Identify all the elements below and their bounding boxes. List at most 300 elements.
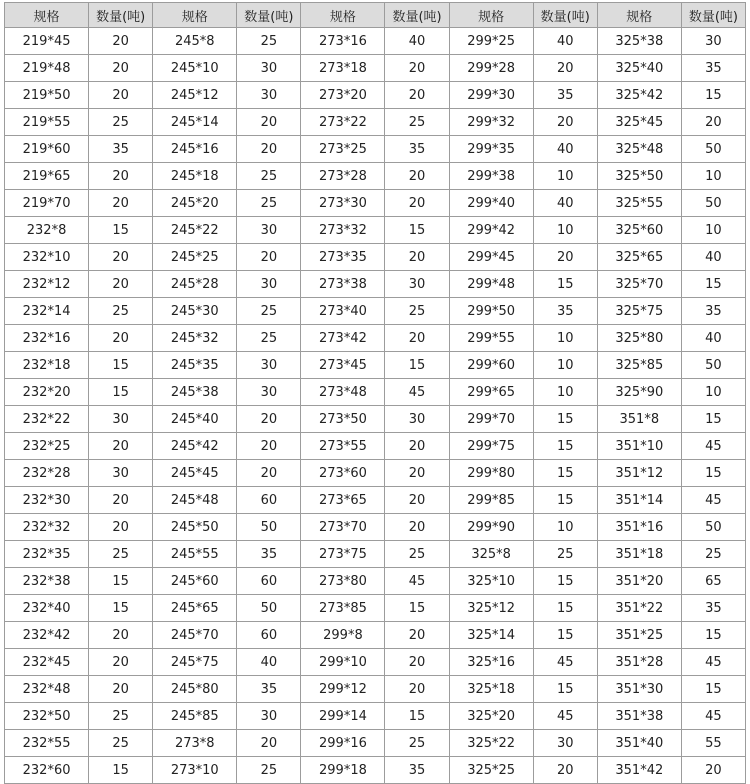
spec-cell: 232*35 xyxy=(5,541,89,568)
spec-cell: 245*60 xyxy=(153,568,237,595)
quantity-cell: 10 xyxy=(681,379,745,406)
spec-cell: 245*38 xyxy=(153,379,237,406)
spec-cell: 245*10 xyxy=(153,55,237,82)
quantity-cell: 20 xyxy=(385,622,449,649)
spec-cell: 299*48 xyxy=(449,271,533,298)
spec-cell: 299*75 xyxy=(449,433,533,460)
quantity-cell: 25 xyxy=(237,757,301,784)
quantity-cell: 45 xyxy=(385,568,449,595)
header-row xyxy=(5,3,746,28)
spec-cell: 325*10 xyxy=(449,568,533,595)
quantity-cell: 15 xyxy=(385,352,449,379)
table-row xyxy=(5,325,746,352)
quantity-cell: 25 xyxy=(89,730,153,757)
quantity-cell: 20 xyxy=(89,649,153,676)
table-row xyxy=(5,514,746,541)
quantity-cell: 20 xyxy=(385,190,449,217)
spec-cell: 299*45 xyxy=(449,244,533,271)
spec-cell: 273*85 xyxy=(301,595,385,622)
spec-cell: 232*48 xyxy=(5,676,89,703)
spec-cell: 273*80 xyxy=(301,568,385,595)
spec-cell: 273*40 xyxy=(301,298,385,325)
spec-cell: 325*40 xyxy=(597,55,681,82)
quantity-cell: 20 xyxy=(89,55,153,82)
quantity-cell: 20 xyxy=(89,244,153,271)
quantity-cell: 30 xyxy=(237,379,301,406)
spec-cell: 273*65 xyxy=(301,487,385,514)
quantity-cell: 20 xyxy=(385,514,449,541)
quantity-cell: 20 xyxy=(385,325,449,352)
quantity-cell: 30 xyxy=(385,271,449,298)
spec-cell: 245*25 xyxy=(153,244,237,271)
spec-cell: 325*48 xyxy=(597,136,681,163)
quantity-cell: 20 xyxy=(237,730,301,757)
quantity-cell: 35 xyxy=(237,676,301,703)
spec-cell: 219*55 xyxy=(5,109,89,136)
quantity-cell: 40 xyxy=(533,136,597,163)
spec-cell: 232*20 xyxy=(5,379,89,406)
quantity-cell: 35 xyxy=(533,298,597,325)
spec-cell: 245*14 xyxy=(153,109,237,136)
spec-cell: 299*90 xyxy=(449,514,533,541)
quantity-cell: 20 xyxy=(89,28,153,55)
quantity-cell: 50 xyxy=(681,190,745,217)
spec-cell: 232*22 xyxy=(5,406,89,433)
quantity-cell: 15 xyxy=(533,568,597,595)
spec-cell: 299*40 xyxy=(449,190,533,217)
quantity-cell: 20 xyxy=(385,649,449,676)
spec-cell: 273*18 xyxy=(301,55,385,82)
spec-cell: 273*28 xyxy=(301,163,385,190)
spec-cell: 299*50 xyxy=(449,298,533,325)
quantity-cell: 40 xyxy=(533,190,597,217)
table-row xyxy=(5,595,746,622)
quantity-cell: 25 xyxy=(89,703,153,730)
table-row xyxy=(5,703,746,730)
quantity-cell: 15 xyxy=(533,676,597,703)
quantity-cell: 20 xyxy=(89,514,153,541)
spec-cell: 325*25 xyxy=(449,757,533,784)
quantity-cell: 25 xyxy=(237,163,301,190)
quantity-cell: 20 xyxy=(385,163,449,190)
quantity-cell: 15 xyxy=(681,406,745,433)
table-row xyxy=(5,244,746,271)
quantity-cell: 20 xyxy=(89,271,153,298)
table-row xyxy=(5,136,746,163)
header-quantity: 数量(吨) xyxy=(237,3,301,28)
spec-cell: 273*60 xyxy=(301,460,385,487)
spec-cell: 245*45 xyxy=(153,460,237,487)
quantity-cell: 20 xyxy=(89,163,153,190)
spec-cell: 351*42 xyxy=(597,757,681,784)
spec-cell: 245*22 xyxy=(153,217,237,244)
quantity-cell: 15 xyxy=(385,217,449,244)
header-quantity: 数量(吨) xyxy=(533,3,597,28)
quantity-cell: 45 xyxy=(681,487,745,514)
quantity-cell: 35 xyxy=(681,298,745,325)
quantity-cell: 20 xyxy=(89,433,153,460)
quantity-cell: 10 xyxy=(533,514,597,541)
spec-cell: 273*30 xyxy=(301,190,385,217)
quantity-cell: 20 xyxy=(533,55,597,82)
quantity-cell: 10 xyxy=(681,163,745,190)
quantity-cell: 40 xyxy=(681,244,745,271)
quantity-cell: 10 xyxy=(681,217,745,244)
quantity-cell: 35 xyxy=(681,55,745,82)
quantity-cell: 25 xyxy=(89,541,153,568)
quantity-cell: 25 xyxy=(237,325,301,352)
quantity-cell: 60 xyxy=(237,487,301,514)
spec-cell: 245*30 xyxy=(153,298,237,325)
quantity-cell: 20 xyxy=(237,406,301,433)
spec-cell: 245*12 xyxy=(153,82,237,109)
quantity-cell: 45 xyxy=(681,649,745,676)
quantity-cell: 10 xyxy=(533,163,597,190)
quantity-cell: 20 xyxy=(237,244,301,271)
spec-cell: 351*38 xyxy=(597,703,681,730)
quantity-cell: 15 xyxy=(681,622,745,649)
table-row xyxy=(5,541,746,568)
spec-cell: 351*22 xyxy=(597,595,681,622)
quantity-cell: 10 xyxy=(533,325,597,352)
spec-cell: 325*80 xyxy=(597,325,681,352)
quantity-cell: 20 xyxy=(89,487,153,514)
spec-cell: 232*40 xyxy=(5,595,89,622)
quantity-cell: 10 xyxy=(533,217,597,244)
quantity-cell: 50 xyxy=(681,352,745,379)
table-row xyxy=(5,82,746,109)
quantity-cell: 15 xyxy=(533,622,597,649)
spec-cell: 273*25 xyxy=(301,136,385,163)
quantity-cell: 65 xyxy=(681,568,745,595)
spec-cell: 273*70 xyxy=(301,514,385,541)
spec-cell: 325*22 xyxy=(449,730,533,757)
quantity-cell: 20 xyxy=(89,82,153,109)
spec-quantity-table xyxy=(4,2,746,784)
spec-cell: 325*90 xyxy=(597,379,681,406)
spec-cell: 273*45 xyxy=(301,352,385,379)
spec-cell: 245*16 xyxy=(153,136,237,163)
spec-cell: 232*16 xyxy=(5,325,89,352)
spec-cell: 273*35 xyxy=(301,244,385,271)
quantity-cell: 15 xyxy=(385,595,449,622)
spec-cell: 299*32 xyxy=(449,109,533,136)
spec-cell: 299*85 xyxy=(449,487,533,514)
spec-cell: 273*22 xyxy=(301,109,385,136)
spec-cell: 351*20 xyxy=(597,568,681,595)
quantity-cell: 60 xyxy=(237,622,301,649)
table-row xyxy=(5,298,746,325)
spec-cell: 325*20 xyxy=(449,703,533,730)
spec-cell: 245*28 xyxy=(153,271,237,298)
quantity-cell: 20 xyxy=(533,757,597,784)
table-row xyxy=(5,163,746,190)
spec-cell: 232*10 xyxy=(5,244,89,271)
header-quantity: 数量(吨) xyxy=(681,3,745,28)
spec-cell: 325*12 xyxy=(449,595,533,622)
spec-cell: 273*16 xyxy=(301,28,385,55)
spec-cell: 325*14 xyxy=(449,622,533,649)
spec-cell: 245*85 xyxy=(153,703,237,730)
table-row xyxy=(5,271,746,298)
quantity-cell: 30 xyxy=(89,406,153,433)
quantity-cell: 25 xyxy=(237,298,301,325)
quantity-cell: 35 xyxy=(385,757,449,784)
quantity-cell: 30 xyxy=(237,55,301,82)
spec-cell: 351*28 xyxy=(597,649,681,676)
spec-cell: 299*35 xyxy=(449,136,533,163)
quantity-cell: 30 xyxy=(533,730,597,757)
table-row xyxy=(5,28,746,55)
quantity-cell: 15 xyxy=(681,460,745,487)
quantity-cell: 40 xyxy=(237,649,301,676)
spec-cell: 299*55 xyxy=(449,325,533,352)
quantity-cell: 50 xyxy=(237,595,301,622)
quantity-cell: 15 xyxy=(89,217,153,244)
quantity-cell: 40 xyxy=(385,28,449,55)
spec-cell: 325*42 xyxy=(597,82,681,109)
spec-cell: 232*50 xyxy=(5,703,89,730)
quantity-cell: 15 xyxy=(533,595,597,622)
spec-cell: 232*12 xyxy=(5,271,89,298)
spec-cell: 325*16 xyxy=(449,649,533,676)
spec-cell: 232*42 xyxy=(5,622,89,649)
quantity-cell: 15 xyxy=(681,676,745,703)
spec-cell: 219*45 xyxy=(5,28,89,55)
spec-cell: 299*18 xyxy=(301,757,385,784)
table-row xyxy=(5,109,746,136)
spec-cell: 299*30 xyxy=(449,82,533,109)
quantity-cell: 20 xyxy=(89,325,153,352)
spec-cell: 351*40 xyxy=(597,730,681,757)
quantity-cell: 25 xyxy=(385,541,449,568)
spec-cell: 232*18 xyxy=(5,352,89,379)
spec-cell: 273*38 xyxy=(301,271,385,298)
spec-cell: 273*10 xyxy=(153,757,237,784)
quantity-cell: 30 xyxy=(237,703,301,730)
spec-cell: 245*8 xyxy=(153,28,237,55)
spec-cell: 325*65 xyxy=(597,244,681,271)
table-row xyxy=(5,460,746,487)
spec-cell: 245*20 xyxy=(153,190,237,217)
header-spec: 规格 xyxy=(449,3,533,28)
quantity-cell: 20 xyxy=(385,487,449,514)
spec-cell: 299*16 xyxy=(301,730,385,757)
quantity-cell: 20 xyxy=(237,433,301,460)
quantity-cell: 45 xyxy=(533,703,597,730)
spec-cell: 273*75 xyxy=(301,541,385,568)
spec-cell: 351*18 xyxy=(597,541,681,568)
table-row xyxy=(5,190,746,217)
quantity-cell: 20 xyxy=(237,460,301,487)
quantity-cell: 45 xyxy=(533,649,597,676)
header-quantity: 数量(吨) xyxy=(385,3,449,28)
quantity-cell: 20 xyxy=(681,109,745,136)
quantity-cell: 25 xyxy=(89,109,153,136)
quantity-cell: 50 xyxy=(681,136,745,163)
table-row xyxy=(5,487,746,514)
spec-cell: 325*45 xyxy=(597,109,681,136)
spec-cell: 232*8 xyxy=(5,217,89,244)
quantity-cell: 15 xyxy=(533,460,597,487)
quantity-cell: 35 xyxy=(89,136,153,163)
spec-cell: 273*48 xyxy=(301,379,385,406)
spec-cell: 351*25 xyxy=(597,622,681,649)
quantity-cell: 20 xyxy=(385,433,449,460)
spec-cell: 245*50 xyxy=(153,514,237,541)
spec-cell: 273*32 xyxy=(301,217,385,244)
spec-cell: 232*25 xyxy=(5,433,89,460)
quantity-cell: 30 xyxy=(681,28,745,55)
quantity-cell: 20 xyxy=(89,190,153,217)
table-row xyxy=(5,55,746,82)
spec-cell: 245*35 xyxy=(153,352,237,379)
quantity-cell: 35 xyxy=(681,595,745,622)
table-row xyxy=(5,649,746,676)
spec-cell: 273*42 xyxy=(301,325,385,352)
spec-cell: 299*14 xyxy=(301,703,385,730)
quantity-cell: 25 xyxy=(385,730,449,757)
spec-cell: 232*45 xyxy=(5,649,89,676)
spec-cell: 245*75 xyxy=(153,649,237,676)
quantity-cell: 20 xyxy=(385,460,449,487)
quantity-cell: 10 xyxy=(533,379,597,406)
spec-cell: 325*55 xyxy=(597,190,681,217)
header-quantity: 数量(吨) xyxy=(89,3,153,28)
quantity-cell: 20 xyxy=(385,55,449,82)
table-row xyxy=(5,568,746,595)
spec-cell: 299*25 xyxy=(449,28,533,55)
quantity-cell: 15 xyxy=(533,433,597,460)
quantity-cell: 20 xyxy=(385,82,449,109)
spec-cell: 232*55 xyxy=(5,730,89,757)
quantity-cell: 15 xyxy=(89,595,153,622)
quantity-cell: 10 xyxy=(533,352,597,379)
spec-cell: 219*60 xyxy=(5,136,89,163)
quantity-cell: 20 xyxy=(385,676,449,703)
quantity-cell: 50 xyxy=(681,514,745,541)
quantity-cell: 15 xyxy=(385,703,449,730)
quantity-cell: 15 xyxy=(533,487,597,514)
header-spec: 规格 xyxy=(153,3,237,28)
quantity-cell: 30 xyxy=(237,217,301,244)
spec-cell: 351*12 xyxy=(597,460,681,487)
spec-cell: 351*16 xyxy=(597,514,681,541)
spec-cell: 245*40 xyxy=(153,406,237,433)
spec-cell: 245*18 xyxy=(153,163,237,190)
table-header xyxy=(5,3,746,28)
table-row xyxy=(5,757,746,784)
quantity-cell: 50 xyxy=(237,514,301,541)
spec-cell: 245*80 xyxy=(153,676,237,703)
spec-cell: 245*32 xyxy=(153,325,237,352)
spec-cell: 299*65 xyxy=(449,379,533,406)
quantity-cell: 45 xyxy=(681,433,745,460)
spec-cell: 299*38 xyxy=(449,163,533,190)
quantity-cell: 40 xyxy=(681,325,745,352)
quantity-cell: 25 xyxy=(237,28,301,55)
spec-cell: 351*30 xyxy=(597,676,681,703)
quantity-cell: 15 xyxy=(533,406,597,433)
table-row xyxy=(5,406,746,433)
quantity-cell: 20 xyxy=(681,757,745,784)
quantity-cell: 20 xyxy=(385,244,449,271)
quantity-cell: 25 xyxy=(89,298,153,325)
quantity-cell: 20 xyxy=(237,109,301,136)
table-row xyxy=(5,379,746,406)
quantity-cell: 30 xyxy=(237,352,301,379)
quantity-cell: 40 xyxy=(533,28,597,55)
spec-cell: 273*50 xyxy=(301,406,385,433)
quantity-cell: 25 xyxy=(385,298,449,325)
spec-cell: 299*42 xyxy=(449,217,533,244)
quantity-cell: 25 xyxy=(681,541,745,568)
spec-cell: 299*28 xyxy=(449,55,533,82)
quantity-cell: 15 xyxy=(89,352,153,379)
header-spec: 规格 xyxy=(5,3,89,28)
quantity-cell: 45 xyxy=(681,703,745,730)
spec-cell: 299*8 xyxy=(301,622,385,649)
table-row xyxy=(5,676,746,703)
quantity-cell: 35 xyxy=(533,82,597,109)
quantity-cell: 35 xyxy=(237,541,301,568)
spec-cell: 325*8 xyxy=(449,541,533,568)
quantity-cell: 30 xyxy=(385,406,449,433)
spec-cell: 299*70 xyxy=(449,406,533,433)
quantity-cell: 15 xyxy=(89,379,153,406)
quantity-cell: 15 xyxy=(89,568,153,595)
quantity-cell: 15 xyxy=(533,271,597,298)
quantity-cell: 15 xyxy=(89,757,153,784)
quantity-cell: 20 xyxy=(89,676,153,703)
quantity-cell: 45 xyxy=(385,379,449,406)
spec-cell: 245*70 xyxy=(153,622,237,649)
spec-cell: 299*80 xyxy=(449,460,533,487)
quantity-cell: 55 xyxy=(681,730,745,757)
spec-cell: 299*60 xyxy=(449,352,533,379)
spec-cell: 299*12 xyxy=(301,676,385,703)
header-spec: 规格 xyxy=(597,3,681,28)
table-body xyxy=(5,28,746,784)
header-spec: 规格 xyxy=(301,3,385,28)
spec-cell: 245*65 xyxy=(153,595,237,622)
table-row xyxy=(5,622,746,649)
spec-cell: 245*48 xyxy=(153,487,237,514)
spec-cell: 245*42 xyxy=(153,433,237,460)
quantity-cell: 30 xyxy=(237,82,301,109)
spec-cell: 219*65 xyxy=(5,163,89,190)
quantity-cell: 30 xyxy=(237,271,301,298)
spec-cell: 245*55 xyxy=(153,541,237,568)
spec-cell: 273*55 xyxy=(301,433,385,460)
quantity-cell: 25 xyxy=(237,190,301,217)
quantity-cell: 25 xyxy=(385,109,449,136)
spec-cell: 273*20 xyxy=(301,82,385,109)
spec-cell: 273*8 xyxy=(153,730,237,757)
quantity-cell: 35 xyxy=(385,136,449,163)
spec-cell: 232*38 xyxy=(5,568,89,595)
quantity-cell: 20 xyxy=(533,244,597,271)
spec-cell: 325*50 xyxy=(597,163,681,190)
spec-cell: 299*10 xyxy=(301,649,385,676)
spec-cell: 232*30 xyxy=(5,487,89,514)
table-row xyxy=(5,352,746,379)
spec-cell: 351*8 xyxy=(597,406,681,433)
table-row xyxy=(5,730,746,757)
spec-cell: 219*50 xyxy=(5,82,89,109)
spec-cell: 325*70 xyxy=(597,271,681,298)
quantity-cell: 25 xyxy=(533,541,597,568)
